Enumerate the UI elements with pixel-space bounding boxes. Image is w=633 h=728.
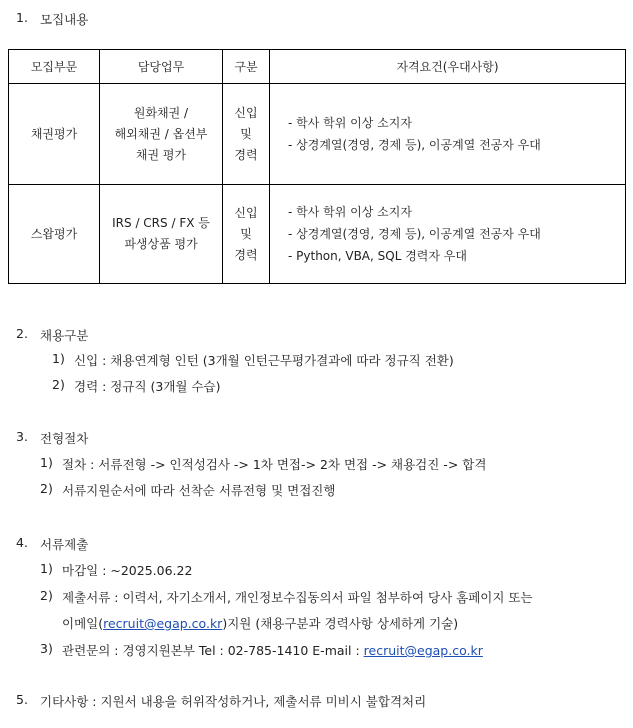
table-header-row: [9, 50, 626, 84]
documents-prefix: 이메일(: [62, 616, 104, 631]
type-line: 및: [240, 126, 252, 141]
requirement-line: - 상경계열(경영, 경제 등), 이공계열 전공자 우대: [288, 227, 541, 241]
section-4-title: 서류제출: [40, 537, 89, 552]
requirement-line: - 학사 학위 이상 소지자: [288, 205, 412, 219]
section-5-text: 기타사항 : 지원서 내용을 허위작성하거나, 제출서류 미비시 불합격처리: [40, 694, 427, 709]
row-dept: 스왑평가: [9, 185, 100, 284]
contact-text: 관련문의 : 경영지원본부 Tel : 02-785-1410 E-mail :: [62, 643, 364, 658]
contact-email-link[interactable]: recruit@egap.co.kr: [363, 643, 483, 658]
table-row: [9, 84, 626, 185]
header-duty: 담당업무: [100, 50, 223, 84]
list-item-text: 신입 : 채용연계형 인턴 (3개월 인턴근무평가결과에 따라 정규직 전환): [74, 353, 454, 368]
table-row: [9, 185, 626, 284]
row-duty: [100, 84, 223, 185]
section-4-number: 4.: [16, 535, 28, 550]
row-requirements: [270, 185, 626, 284]
section-2-title: 채용구분: [40, 328, 89, 343]
type-line: 경력: [234, 247, 258, 262]
list-item-number: 3): [40, 641, 53, 656]
duty-line: IRS / CRS / FX 등: [112, 216, 210, 230]
header-dept: 모집부문: [9, 50, 100, 84]
type-line: 경력: [234, 147, 258, 162]
list-item-text: 경력 : 정규직 (3개월 수습): [74, 379, 221, 394]
requirement-line: - 상경계열(경영, 경제 등), 이공계열 전공자 우대: [288, 138, 541, 152]
row-type: [223, 185, 270, 284]
list-item-number: 1): [40, 561, 53, 576]
section-2-number: 2.: [16, 326, 28, 341]
list-item-number: 1): [52, 351, 65, 366]
type-line: 및: [240, 226, 252, 241]
section-3-title: 전형절차: [40, 431, 89, 446]
section-5-number: 5.: [16, 692, 28, 707]
section-1-title: 모집내용: [40, 12, 89, 27]
email-link[interactable]: recruit@egap.co.kr: [103, 616, 223, 631]
duty-line: 채권 평가: [135, 147, 187, 162]
row-type: [223, 84, 270, 185]
documents-suffix: )지원 (채용구분과 경력사항 상세하게 기술): [222, 616, 459, 631]
requirement-line: - Python, VBA, SQL 경력자 우대: [288, 249, 467, 263]
list-item-documents-continued: [62, 614, 458, 632]
row-requirements: [270, 84, 626, 185]
section-3-number: 3.: [16, 429, 28, 444]
list-item-number: 1): [40, 455, 53, 470]
list-item-text: 제출서류 : 이력서, 자기소개서, 개인정보수집동의서 파일 첨부하여 당사 홈페이지 또는: [62, 590, 533, 605]
list-item-number: 2): [40, 481, 53, 496]
duty-line: 해외채권 / 옵션부: [114, 126, 208, 141]
type-line: 신입: [234, 205, 258, 220]
header-requirements: 자격요건(우대사항): [270, 50, 626, 84]
list-item-text: 절차 : 서류전형 -> 인적성검사 -> 1차 면접-> 2차 면접 -> 채용검진 -> 합격: [62, 457, 487, 472]
list-item-number: 2): [52, 377, 65, 392]
list-item-text: 마감일 : ~2025.06.22: [62, 563, 193, 578]
requirement-line: - 학사 학위 이상 소지자: [288, 116, 412, 130]
list-item-number: 2): [40, 588, 53, 603]
header-type: 구분: [223, 50, 270, 84]
type-line: 신입: [234, 105, 258, 120]
recruitment-table: [8, 49, 626, 284]
contact-line: [62, 641, 483, 659]
duty-line: 원화채권 /: [133, 105, 189, 120]
row-dept: 채권평가: [9, 84, 100, 185]
duty-line: 파생상품 평가: [124, 237, 198, 251]
row-duty: [100, 185, 223, 284]
section-1-number: 1.: [16, 10, 28, 25]
list-item-text: 서류지원순서에 따라 선착순 서류전형 및 면접진행: [62, 483, 336, 498]
